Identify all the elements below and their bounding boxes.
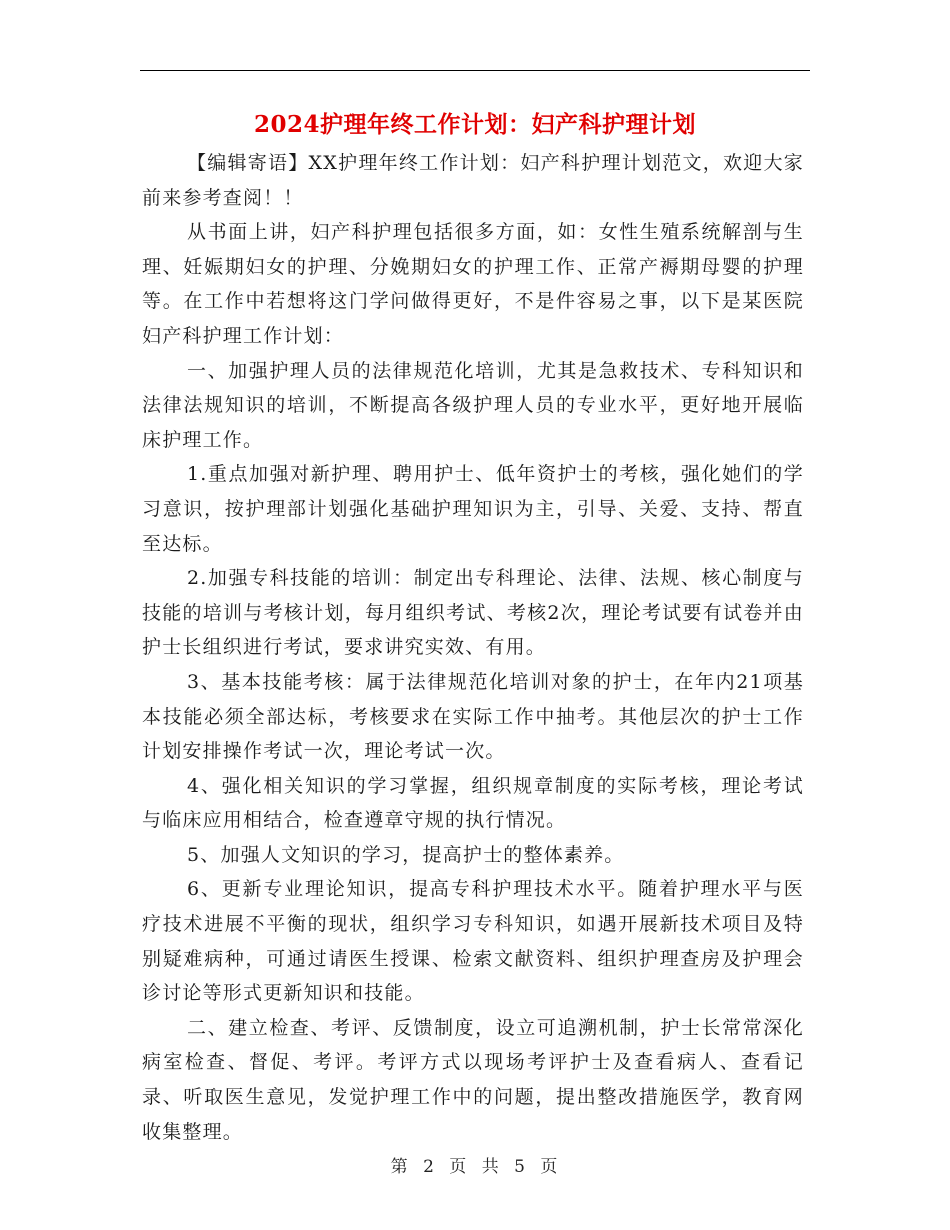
document-body <box>142 146 804 1149</box>
item-1-paragraph: 1.重点加强对新护理、聘用护士、低年资护士的考核，强化她们的学习意识，按护理部计划强化基础护理知识为主，引导、关爱、支持、帮直至达标。 <box>142 463 804 555</box>
page-footer: 第 2 页 共 5 页 <box>390 1157 560 1177</box>
document-title: 2024护理年终工作计划：妇产科护理计划 <box>253 111 696 138</box>
section-two-paragraph: 二、建立检查、考评、反馈制度，设立可追溯机制，护士长常常深化病室检查、督促、考评。考评方式以现场考评护士及查看病人、查看记录、听取医生意见，发觉护理工作中的问题，提出整改措施医学，教育网收集整理。 <box>142 1016 804 1143</box>
item-6-paragraph: 6、更新专业理论知识，提高专科护理技术水平。随着护理水平与医疗技术进展不平衡的现状，组织学习专科知识，如遇开展新技术项目及特别疑难病种，可通过请医生授课、检索文献资料、组织护理查房及护理会诊讨论等形式更新知识和技能。 <box>142 878 804 1005</box>
editor-note-paragraph: 【编辑寄语】XX护理年终工作计划：妇产科护理计划范文，欢迎大家前来参考查阅！！ <box>142 152 804 209</box>
item-5-paragraph: 5、加强人文知识的学习，提高护士的整体素养。 <box>187 843 625 866</box>
item-4-paragraph: 4、强化相关知识的学习掌握，组织规章制度的实际考核，理论考试与临床应用相结合，检查遵章守规的执行情况。 <box>142 774 804 832</box>
section-one-paragraph: 一、加强护理人员的法律规范化培训，尤其是急救技术、专科知识和法律法规知识的培训，不断提高各级护理人员的专业水平，更好地开展临床护理工作。 <box>142 359 804 451</box>
header-rule <box>140 70 810 71</box>
item-3-paragraph: 3、基本技能考核：属于法律规范化培训对象的护士，在年内21项基本技能必须全部达标，考核要求在实际工作中抽考。其他层次的护士工作计划安排操作考试一次，理论考试一次。 <box>142 670 804 763</box>
item-2-paragraph: 2.加强专科技能的培训：制定出专科理论、法律、法规、核心制度与技能的培训与考核计划，每月组织考试、考核2次，理论考试要有试卷并由护士长组织进行考试，要求讲究实效、有用。 <box>142 567 804 659</box>
intro-paragraph: 从书面上讲，妇产科护理包括很多方面，如：女性生殖系统解剖与生理、妊娠期妇女的护理、分娩期妇女的护理工作、正常产褥期母婴的护理等。在工作中若想将这门学问做得更好，不是件容易之事，以下是某医院妇产科护理工作计划： <box>142 221 804 347</box>
